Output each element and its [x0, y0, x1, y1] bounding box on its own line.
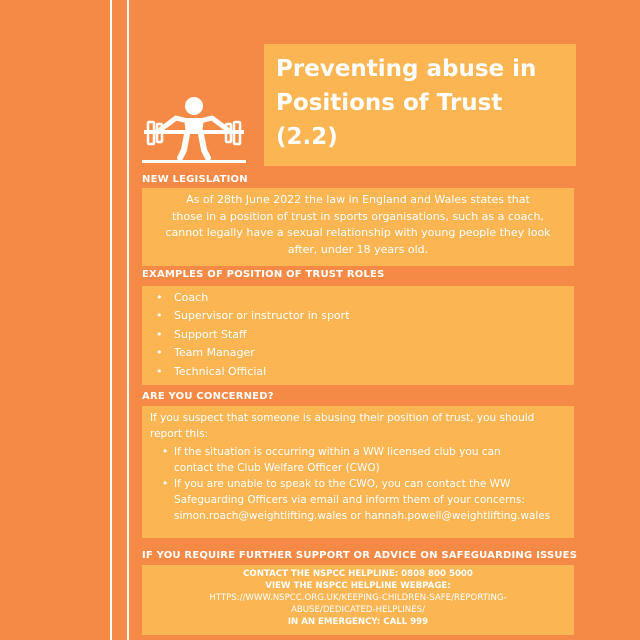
support-heading: IF YOU REQUIRE FURTHER SUPPORT OR ADVICE ON SAFEGUARDING ISSUES: [142, 550, 578, 561]
concern-text: contact the Club Welfare Officer (CWO): [174, 462, 380, 474]
bullet-icon: •: [156, 309, 163, 323]
support-panel: [142, 565, 574, 635]
list-item: [150, 476, 566, 492]
decorative-line-right: [127, 0, 129, 640]
weightlifter-icon: [140, 96, 248, 166]
concern-list: [150, 444, 566, 524]
legislation-line: As of 28th June 2022 the law in England and Wales states that: [186, 193, 530, 206]
concern-panel: [142, 406, 574, 538]
legislation-heading: NEW LEGISLATION: [142, 174, 248, 185]
webpage-label: VIEW THE NSPCC HELPLINE WEBPAGE:: [265, 581, 451, 591]
list-item: [156, 363, 564, 381]
bullet-icon: •: [162, 446, 169, 458]
concern-intro: report this:: [150, 428, 209, 440]
bullet-icon: •: [156, 364, 163, 378]
concern-intro: If you suspect that someone is abusing their position of trust, you should: [150, 412, 535, 424]
roles-panel: [142, 286, 574, 385]
concern-text: If you are unable to speak to the CWO, you can contact the WW: [174, 478, 511, 490]
list-item: [150, 508, 566, 524]
roles-heading: EXAMPLES OF POSITION OF TRUST ROLES: [142, 269, 385, 280]
webpage-url: HTTPS://WWW.NSPCC.ORG.UK/KEEPING-CHILDREN-SAFE/REPORTING-: [209, 593, 507, 603]
emergency-text: IN AN EMERGENCY: CALL 999: [287, 617, 429, 627]
legislation-line: cannot legally have a sexual relationship with young people they look: [165, 226, 551, 239]
helpline-text: CONTACT THE NSPCC HELPLINE: 0808 800 5000: [243, 569, 473, 579]
bullet-icon: •: [162, 478, 169, 490]
list-item: [150, 460, 566, 476]
legislation-panel: [142, 188, 574, 266]
concern-heading: ARE YOU CONCERNED?: [142, 391, 274, 402]
list-item: [150, 492, 566, 508]
roles-list: [156, 289, 564, 381]
role-label: Coach: [174, 291, 209, 304]
title-line-3: (2.2): [276, 124, 338, 150]
email-text: simon.roach@weightlifting.wales or hannah.powell@weightlifting.wales: [174, 510, 551, 522]
list-item: [156, 326, 564, 344]
role-label: Technical Official: [174, 364, 267, 378]
concern-text: If the situation is occurring within a WW licensed club you can: [174, 446, 501, 458]
list-item: [156, 307, 564, 325]
title-line-2: Positions of Trust: [276, 90, 503, 116]
list-item: [150, 444, 566, 460]
title-panel: [264, 44, 576, 166]
role-label: Supervisor or instructor in sport: [174, 309, 350, 323]
bullet-icon: •: [156, 327, 163, 341]
role-label: Team Manager: [174, 346, 255, 360]
title-line-1: Preventing abuse in: [276, 56, 537, 82]
legislation-line: those in a position of trust in sports organisations, such as a coach,: [172, 209, 544, 223]
bullet-icon: •: [156, 291, 163, 304]
webpage-url: ABUSE/DEDICATED-HELPLINES/: [290, 605, 426, 615]
list-item: [156, 344, 564, 362]
bullet-icon: •: [156, 346, 163, 360]
list-item: [156, 289, 564, 307]
concern-text: Safeguarding Officers via email and inform them of your concerns:: [174, 494, 525, 506]
decorative-line-left: [110, 0, 112, 640]
role-label: Support Staff: [174, 327, 247, 341]
legislation-line: after, under 18 years old.: [287, 242, 429, 256]
